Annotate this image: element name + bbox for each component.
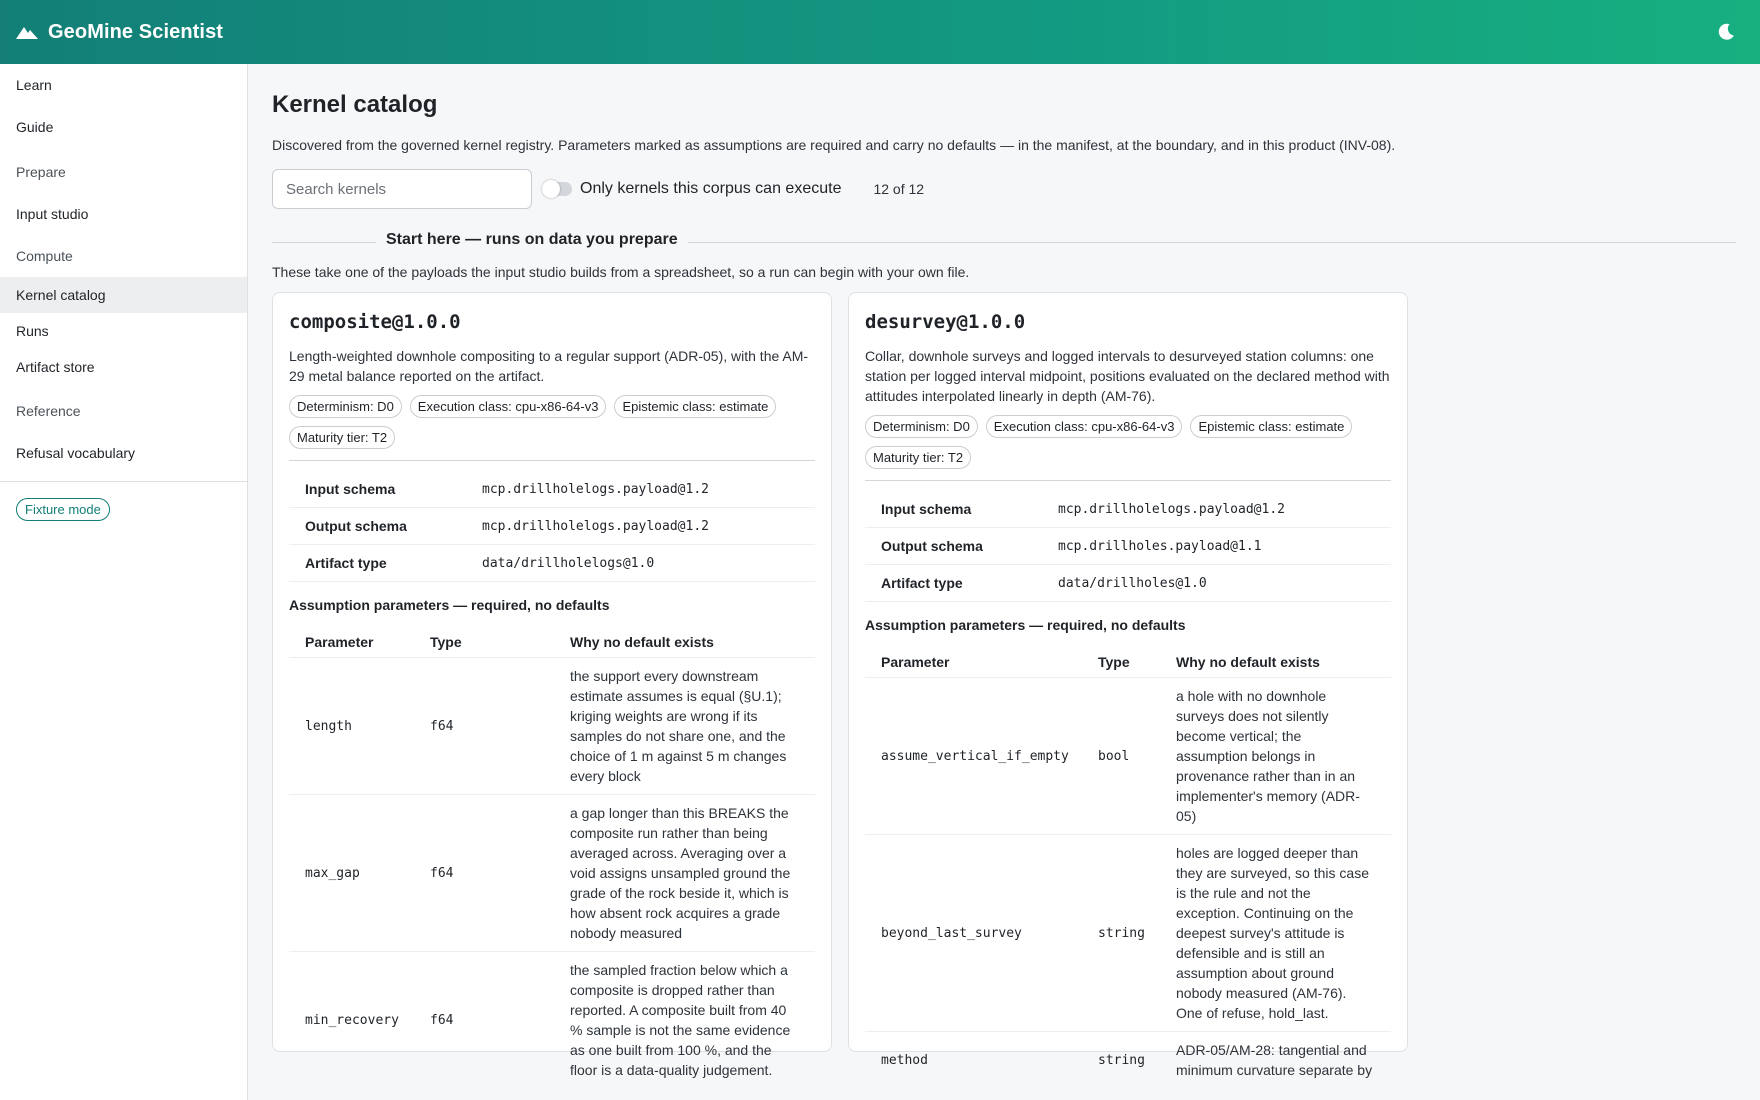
section-title: Start here — runs on data you prepare <box>376 231 688 249</box>
result-count: 12 of 12 <box>873 181 925 197</box>
param-why: the support every downstream estimate assumes is equal (§U.1); kriging weights are wrong if its samples do not share one, and the choice of 1 m against 5 m changes every block <box>570 668 787 784</box>
schema-key: Output schema <box>305 518 407 534</box>
sidebar-item-artifact-store[interactable]: Artifact store <box>16 359 95 375</box>
sidebar-item-kernel-catalog[interactable]: Kernel catalog <box>0 277 247 313</box>
catalog-controls <box>272 169 1736 209</box>
param-why: the sampled fraction below which a composite is dropped rather than reported. A composite built from 40 % sample is not the same evidence as one built from 100 %, and the floor is a data-quality judgement. <box>570 962 791 1078</box>
kernel-tags <box>289 395 815 449</box>
assumptions-title: Assumption parameters — required, no defaults <box>865 617 1186 633</box>
sidebar-item-input-studio[interactable]: Input studio <box>16 206 89 222</box>
kernel-card-desurvey[interactable] <box>848 292 1408 1078</box>
sidebar-item-runs[interactable]: Runs <box>16 323 49 339</box>
schema-key: Input schema <box>881 501 972 517</box>
param-why: a gap longer than this BREAKS the composite run rather than being averaged across. Averaging over a void assigns unsampled ground the grade of the rock beside it, which is how absent rock acquires a grade nobody measured <box>570 805 791 941</box>
executable-filter-toggle[interactable] <box>544 182 572 196</box>
param-type: string <box>1098 1052 1145 1068</box>
param-name: method <box>881 1052 928 1068</box>
schema-row-output <box>865 528 1391 565</box>
table-row <box>865 834 1391 1031</box>
mountain-icon <box>16 24 38 40</box>
table-header <box>865 647 1391 677</box>
param-name: assume_vertical_if_empty <box>881 748 1069 764</box>
sidebar-group-prepare: Prepare <box>16 164 66 180</box>
kernel-tags <box>865 415 1391 469</box>
sidebar <box>0 64 248 1100</box>
kernel-name: composite@1.0.0 <box>289 311 461 333</box>
param-name: max_gap <box>305 865 360 881</box>
sidebar-divider <box>0 481 247 482</box>
app-title: GeoMine Scientist <box>48 20 224 43</box>
schema-value: mcp.drillholelogs.payload@1.2 <box>482 518 709 534</box>
schema-value: mcp.drillholelogs.payload@1.2 <box>1058 501 1285 517</box>
schema-row-output <box>289 508 815 545</box>
theme-toggle-button[interactable] <box>1712 18 1740 46</box>
card-divider <box>865 480 1391 481</box>
schema-value: data/drillholes@1.0 <box>1058 575 1207 591</box>
kernel-cards <box>272 292 1736 1078</box>
sidebar-item-guide[interactable]: Guide <box>16 119 54 135</box>
schema-value: data/drillholelogs@1.0 <box>482 555 655 571</box>
param-why: holes are logged deeper than they are surveyed, so this case is the rule and not the exception. Continuing on the deepest survey's attitude is defensible and is still an assumption about ground nobody measured (AM-76). One of refuse, hold_last. <box>1176 845 1369 1021</box>
tag-maturity-tier: Maturity tier: T2 <box>865 446 971 469</box>
column-header-why: Why no default exists <box>570 634 714 650</box>
schema-row-input <box>865 491 1391 528</box>
table-row <box>289 657 815 794</box>
schema-table <box>865 491 1391 602</box>
section-description: These take one of the payloads the input studio builds from a spreadsheet, so a run can begin with your own file. <box>272 264 970 280</box>
page-description: Discovered from the governed kernel registry. Parameters marked as assumptions are required and carry no defaults — in the manifest, at the boundary, and in this product (INV-08). <box>272 137 1396 153</box>
search-input[interactable] <box>272 169 532 209</box>
param-why: ADR-05/AM-28: tangential and minimum curvature separate by <box>1176 1042 1373 1078</box>
tag-execution-class: Execution class: cpu-x86-64-v3 <box>410 395 607 418</box>
sidebar-item-learn[interactable]: Learn <box>16 77 52 93</box>
schema-key: Artifact type <box>305 555 387 571</box>
tag-execution-class: Execution class: cpu-x86-64-v3 <box>986 415 1183 438</box>
kernel-description: Collar, downhole surveys and logged intervals to desurveyed station columns: one station per logged interval midpoint, positions evaluated on the declared method with attitudes interpolated linearly in depth (AM-76). <box>865 348 1390 404</box>
param-why: a hole with no downhole surveys does not silently become vertical; the assumption belongs in provenance rather than in an implementer's memory (ADR-05) <box>1176 688 1360 824</box>
table-header <box>289 627 815 657</box>
card-divider <box>289 460 815 461</box>
param-name: min_recovery <box>305 1012 399 1028</box>
tag-determinism: Determinism: D0 <box>865 415 978 438</box>
column-header-type: Type <box>1098 654 1130 670</box>
schema-key: Output schema <box>881 538 983 554</box>
tag-determinism: Determinism: D0 <box>289 395 402 418</box>
table-row <box>289 951 815 1088</box>
schema-key: Artifact type <box>881 575 963 591</box>
tag-epistemic-class: Epistemic class: estimate <box>614 395 776 418</box>
param-type: f64 <box>430 865 454 881</box>
column-header-parameter: Parameter <box>305 634 374 650</box>
assumptions-title: Assumption parameters — required, no defaults <box>289 597 610 613</box>
sidebar-group-compute: Compute <box>16 248 73 264</box>
schema-row-input <box>289 471 815 508</box>
schema-row-artifact <box>289 545 815 582</box>
moon-icon <box>1716 22 1736 42</box>
param-type: f64 <box>430 1012 454 1028</box>
schema-value: mcp.drillholelogs.payload@1.2 <box>482 481 709 497</box>
app-header <box>0 0 1760 64</box>
main-content <box>272 64 1736 1100</box>
sidebar-item-refusal-vocabulary[interactable]: Refusal vocabulary <box>16 445 136 461</box>
param-name: length <box>305 718 352 734</box>
table-row <box>865 677 1391 834</box>
tag-epistemic-class: Epistemic class: estimate <box>1190 415 1352 438</box>
kernel-card-composite[interactable] <box>272 292 832 1078</box>
column-header-parameter: Parameter <box>881 654 950 670</box>
param-type: bool <box>1098 748 1130 764</box>
section-header <box>272 229 1736 255</box>
param-type: f64 <box>430 718 454 734</box>
sidebar-group-reference: Reference <box>16 403 81 419</box>
param-type: string <box>1098 925 1145 941</box>
table-row <box>865 1031 1391 1088</box>
page-title: Kernel catalog <box>272 91 438 118</box>
parameter-table <box>865 647 1391 1088</box>
table-row <box>289 794 815 951</box>
executable-filter-label: Only kernels this corpus can execute <box>580 180 842 197</box>
schema-value: mcp.drillholes.payload@1.1 <box>1058 538 1262 554</box>
param-name: beyond_last_survey <box>881 925 1022 941</box>
schema-key: Input schema <box>305 481 396 497</box>
schema-table <box>289 471 815 582</box>
column-header-why: Why no default exists <box>1176 654 1320 670</box>
kernel-name: desurvey@1.0.0 <box>865 311 1026 333</box>
parameter-table <box>289 627 815 1088</box>
schema-row-artifact <box>865 565 1391 602</box>
column-header-type: Type <box>430 634 462 650</box>
tag-maturity-tier: Maturity tier: T2 <box>289 426 395 449</box>
kernel-description: Length-weighted downhole compositing to a regular support (ADR-05), with the AM-29 metal balance reported on the artifact. <box>289 348 809 384</box>
fixture-mode-badge: Fixture mode <box>16 498 110 521</box>
